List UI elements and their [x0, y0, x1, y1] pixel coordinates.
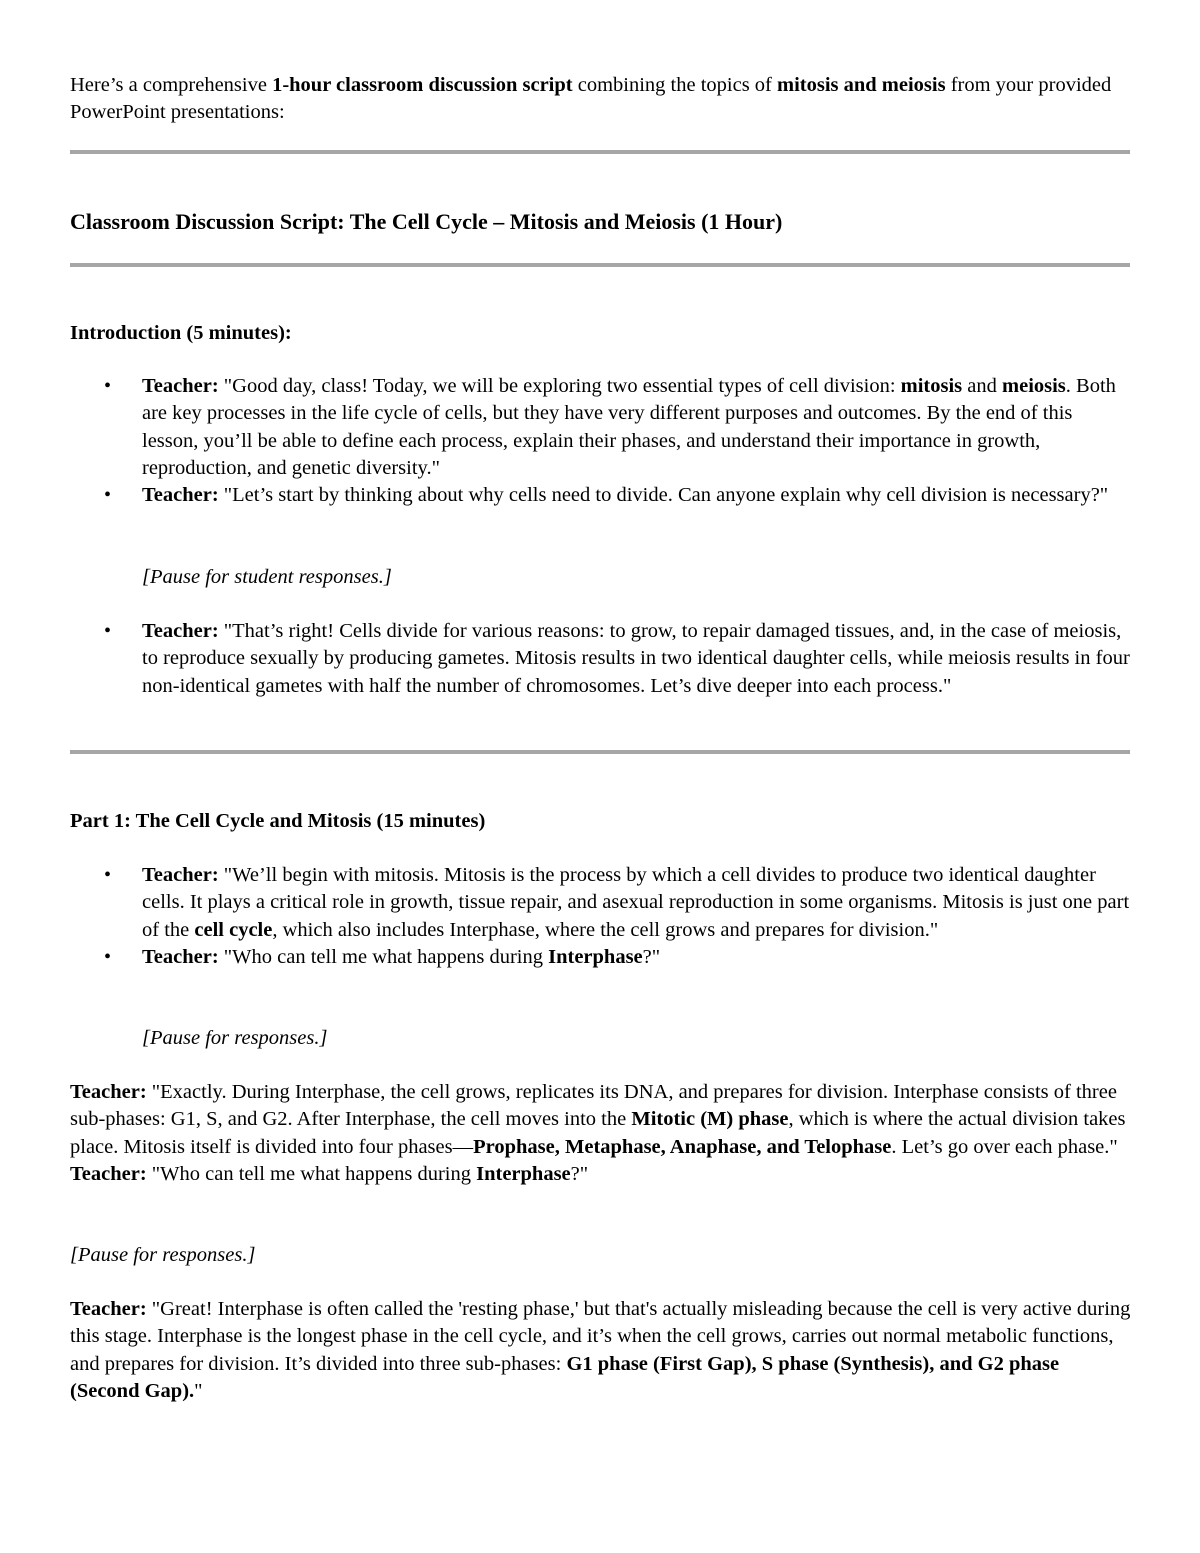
horizontal-rule	[70, 263, 1130, 267]
document-title: Classroom Discussion Script: The Cell Cycle – Mitosis and Meiosis (1 Hour)	[70, 209, 783, 234]
speaker-label: Teacher:	[142, 620, 219, 642]
speaker-label: Teacher:	[142, 484, 219, 507]
list-item-text: and	[962, 375, 1003, 397]
intro-paragraph	[70, 72, 1132, 127]
teacher-paragraph	[70, 1079, 1132, 1188]
list-item-text: "We’ll begin with mitosis. Mitosis is the process by which a cell divides to produce two identical daughter cells. It plays a critical role in growth, tissue repair, and asexual reproduction in some organisms. Mitosis is just one part of the	[142, 864, 1130, 941]
list-item-bold: mitosis	[900, 375, 963, 397]
list-item-bold: cell cycle	[194, 918, 273, 941]
paragraph-text: "Great! Interphase is often called the 'resting phase,' but that's actually misleading because the cell is very active during this stage. Interphase is the longest phase in the cell cycle, and it’s when the cell grows, carries out normal metabolic functions, and prepares for division. It’s divided into three sub-phases:	[70, 1298, 1131, 1375]
pause-note: [Pause for responses.]	[142, 1027, 328, 1049]
intro-bold-1: 1-hour classroom discussion script	[272, 74, 573, 96]
section-heading-part1: Part 1: The Cell Cycle and Mitosis (15 minutes)	[70, 810, 486, 832]
speaker-label: Teacher:	[142, 864, 219, 886]
paragraph-text: "	[194, 1379, 203, 1402]
list-item-text: ?"	[642, 945, 661, 968]
teacher-paragraph	[70, 1296, 1132, 1405]
paragraph-text: "Exactly. During Interphase, the cell grows, replicates its DNA, and prepares for division. Interphase consists of three sub-phases: G1, S, and G2. After Interphase, the cell moves into the	[70, 1081, 1117, 1131]
paragraph-bold: Prophase, Metaphase, Anaphase, and Telophase	[473, 1135, 892, 1158]
paragraph-text: "Who can tell me what happens during	[146, 1162, 477, 1185]
list-item-text: "Who can tell me what happens during	[218, 945, 549, 968]
paragraph-bold: G1 phase (First Gap), S phase (Synthesis), and G2 phase (Second Gap).	[70, 1352, 1060, 1402]
list-item-text: "Let’s start by thinking about why cells need to divide. Can anyone explain why cell division is necessary?"	[218, 484, 1109, 507]
paragraph-bold: Mitotic (M) phase	[631, 1108, 789, 1131]
pause-note: [Pause for responses.]	[70, 1244, 256, 1266]
part1-list	[70, 862, 1130, 971]
paragraph-bold: Interphase	[476, 1162, 571, 1185]
speaker-label: Teacher:	[70, 1081, 147, 1103]
speaker-label: Teacher:	[70, 1298, 147, 1320]
horizontal-rule	[70, 750, 1130, 754]
list-item-text: , which also includes Interphase, where the cell grows and prepares for division."	[272, 918, 939, 941]
intro-bold-2: mitosis and meiosis	[777, 74, 946, 96]
introduction-list	[70, 373, 1130, 509]
list-item-bold: Interphase	[548, 945, 643, 968]
intro-text-2: combining the topics of	[572, 74, 777, 96]
horizontal-rule	[70, 150, 1130, 154]
list-item-bold: meiosis	[1002, 375, 1066, 397]
intro-text-3: from your provided PowerPoint presentations:	[70, 74, 1112, 124]
speaker-label: Teacher:	[142, 375, 219, 397]
pause-note: [Pause for student responses.]	[142, 566, 392, 588]
speaker-label: Teacher:	[70, 1162, 147, 1185]
list-item-text: "Good day, class! Today, we will be exploring two essential types of cell division:	[218, 375, 901, 397]
speaker-label: Teacher:	[142, 945, 219, 968]
paragraph-text: . Let’s go over each phase."	[891, 1135, 1118, 1158]
paragraph-text: , which is where the actual division takes place. Mitosis itself is divided into four phases—	[70, 1108, 1126, 1158]
list-item-text: "That’s right! Cells divide for various reasons: to grow, to repair damaged tissues, and, in the case of meiosis, to reproduce sexually by producing gametes. Mitosis results in two identical daughter cells, while meiosis results in four non-identical gametes with half the number of chromosomes. Let’s dive deeper into each process."	[142, 620, 1130, 697]
list-item	[70, 862, 1130, 944]
list-item	[70, 373, 1130, 482]
intro-text-1: Here’s a comprehensive	[70, 74, 273, 96]
list-item	[70, 618, 1130, 700]
list-item	[70, 944, 1130, 971]
section-heading-introduction: Introduction (5 minutes):	[70, 322, 292, 344]
introduction-list-continued	[70, 618, 1130, 700]
paragraph-text: ?"	[570, 1162, 589, 1185]
list-item	[70, 482, 1130, 509]
list-item-text: . Both are key processes in the life cycle of cells, but they have very different purposes and outcomes. By the end of this lesson, you’ll be able to define each process, explain their phases, and understand their importance in growth, reproduction, and genetic diversity."	[142, 375, 1116, 479]
